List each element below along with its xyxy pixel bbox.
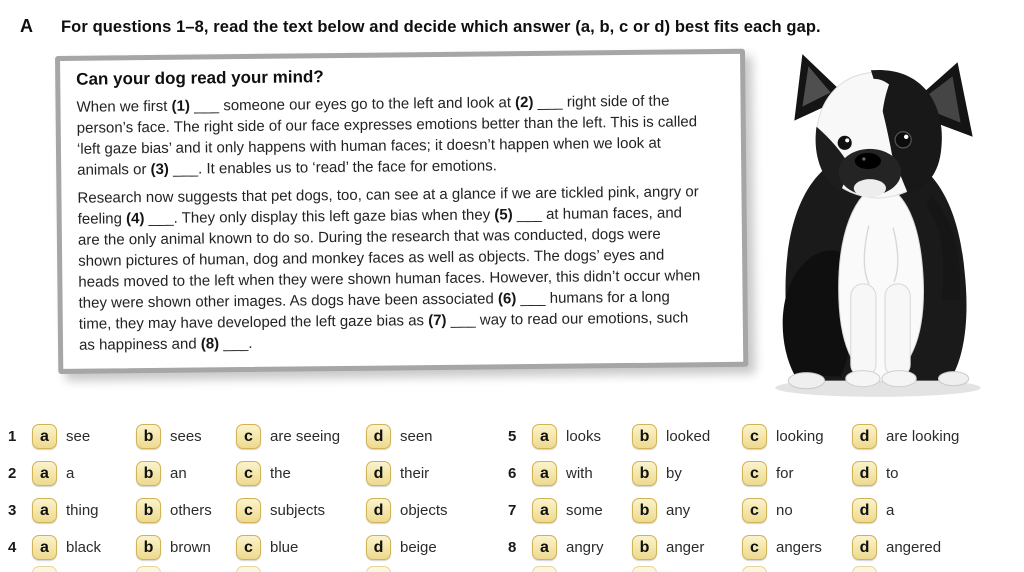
answer-option[interactable] — [236, 535, 366, 560]
option-text: anger — [666, 539, 705, 556]
answer-option[interactable] — [632, 461, 742, 486]
question-number: 1 — [8, 428, 17, 445]
option-letter-badge[interactable]: b — [136, 535, 161, 560]
option-text: subjects — [270, 502, 326, 519]
answers-grid — [8, 418, 1016, 572]
option-letter-badge[interactable]: d — [366, 498, 391, 523]
next-row-cutoff — [508, 566, 1016, 572]
answers-column-left — [8, 418, 508, 572]
question-number: 4 — [8, 539, 17, 556]
option-letter-badge[interactable]: b — [136, 424, 161, 449]
dog-photo — [752, 52, 1014, 404]
passage-title: Can your dog read your mind? — [76, 67, 324, 89]
exercise-header — [20, 16, 1010, 37]
option-letter-badge[interactable]: a — [532, 498, 557, 523]
question-number: 2 — [8, 465, 17, 482]
option-letter-badge[interactable]: a — [32, 461, 57, 486]
answer-option[interactable] — [742, 498, 852, 523]
option-text: some — [566, 502, 603, 519]
option-letter-badge[interactable]: c — [236, 424, 261, 449]
answer-option[interactable] — [366, 535, 508, 560]
answer-option[interactable] — [532, 535, 632, 560]
option-letter-badge — [32, 566, 57, 572]
passage-paragraph-1: When we first (1) ___ someone our eyes go to the left and look at (2) ___ right side of the person’s face. The right side of our face expresses emotions better than the left. This is called ‘left gaze bias’ and it only happens with human faces; it doesn’t happen when we look at animals or (3) ___. It enables us to ‘read’ the face for emotions. — [76, 92, 698, 179]
answer-option[interactable] — [236, 424, 366, 449]
answer-option[interactable] — [32, 535, 136, 560]
option-letter-badge — [632, 566, 657, 572]
option-letter-badge[interactable]: d — [366, 424, 391, 449]
option-letter-badge[interactable]: c — [236, 535, 261, 560]
option-letter-badge[interactable]: b — [632, 424, 657, 449]
question-row — [508, 418, 1016, 455]
option-text: to — [886, 465, 899, 482]
option-text: seen — [400, 428, 433, 445]
question-number: 6 — [508, 465, 517, 482]
exercise-instruction: For questions 1–8, read the text below and decide which answer (a, b, c or d) best fits each gap. — [61, 18, 821, 36]
answer-option[interactable] — [852, 498, 1016, 523]
option-letter-badge[interactable]: d — [852, 461, 877, 486]
option-letter-badge[interactable]: c — [742, 498, 767, 523]
option-letter-badge[interactable]: d — [366, 535, 391, 560]
answer-option[interactable] — [852, 461, 1016, 486]
answer-option[interactable] — [532, 498, 632, 523]
option-text: looks — [566, 428, 602, 445]
option-letter-badge[interactable]: d — [366, 461, 391, 486]
question-number: 3 — [8, 502, 17, 519]
answer-option[interactable] — [532, 424, 632, 449]
option-text: angry — [566, 539, 604, 556]
question-row — [8, 455, 508, 492]
option-letter-badge — [742, 566, 767, 572]
option-letter-badge[interactable]: c — [742, 535, 767, 560]
question-row — [508, 455, 1016, 492]
next-row-cutoff — [8, 566, 508, 572]
passage-paragraph-2: Research now suggests that pet dogs, too, can see at a glance if we are tickled pink, angry or feeling (4) ___. They only display this left gaze bias when they (5) ___ at human faces, and are the only animal known to do so. During the research that was conducted, dogs were shown pictures of human, dog and monkey faces as well as objects. The dogs’ eyes and heads moved to the left when they were shown human faces. However, this didn’t occur when they were shown other images. As dogs have been associated (6) ___ humans for a long time, they may have developed the left gaze bias as (7) ___ way to read our emotions, such as happiness and (8) ___. — [77, 183, 701, 354]
option-text: their — [400, 465, 430, 482]
option-text: a — [66, 465, 75, 482]
question-number: 7 — [508, 502, 517, 519]
option-text: others — [170, 502, 212, 519]
option-letter-badge[interactable]: b — [136, 461, 161, 486]
answer-option[interactable] — [632, 424, 742, 449]
option-text: beige — [400, 539, 437, 556]
section-label: A — [20, 16, 33, 36]
option-letter-badge[interactable]: a — [532, 424, 557, 449]
option-letter-badge[interactable]: a — [32, 535, 57, 560]
option-text: see — [66, 428, 91, 445]
dog-illustration — [752, 52, 1014, 404]
question-row — [508, 529, 1016, 566]
answer-option[interactable] — [366, 498, 508, 523]
option-letter-badge[interactable]: a — [532, 535, 557, 560]
question-row — [8, 529, 508, 566]
option-text: for — [776, 465, 794, 482]
option-letter-badge — [236, 566, 261, 572]
option-text: any — [666, 502, 691, 519]
answer-option[interactable] — [852, 535, 1016, 560]
question-row — [8, 418, 508, 455]
option-text: angers — [776, 539, 822, 556]
option-text: the — [270, 465, 291, 482]
answer-option[interactable] — [366, 424, 508, 449]
answer-option[interactable] — [136, 461, 236, 486]
option-letter-badge[interactable]: c — [236, 461, 261, 486]
answers-column-right — [508, 418, 1016, 572]
answer-option[interactable] — [366, 461, 508, 486]
answer-option[interactable] — [136, 424, 236, 449]
question-number: 8 — [508, 539, 517, 556]
option-letter-badge[interactable]: d — [852, 424, 877, 449]
option-letter-badge[interactable]: d — [852, 498, 877, 523]
option-letter-badge[interactable]: a — [32, 498, 57, 523]
option-letter-badge[interactable]: b — [632, 461, 657, 486]
option-letter-badge[interactable]: b — [632, 535, 657, 560]
answer-option[interactable] — [32, 424, 136, 449]
option-text: a — [886, 502, 895, 519]
answer-option[interactable] — [852, 424, 1016, 449]
answer-option[interactable] — [236, 461, 366, 486]
answer-option[interactable] — [742, 461, 852, 486]
question-row — [8, 492, 508, 529]
answer-option[interactable] — [632, 535, 742, 560]
option-letter-badge[interactable]: c — [742, 424, 767, 449]
option-text: an — [170, 465, 187, 482]
option-text: blue — [270, 539, 299, 556]
answer-option[interactable] — [532, 461, 632, 486]
option-text: with — [566, 465, 593, 482]
option-letter-badge — [366, 566, 391, 572]
option-letter-badge[interactable]: c — [742, 461, 767, 486]
option-text: are looking — [886, 428, 960, 445]
option-letter-badge[interactable]: b — [136, 498, 161, 523]
reading-passage-box — [55, 49, 748, 374]
option-text: looked — [666, 428, 711, 445]
option-text: are seeing — [270, 428, 341, 445]
answer-option[interactable] — [632, 498, 742, 523]
option-letter-badge — [852, 566, 877, 572]
question-number: 5 — [508, 428, 517, 445]
answer-option[interactable] — [742, 535, 852, 560]
answer-option[interactable] — [136, 535, 236, 560]
option-text: objects — [400, 502, 448, 519]
option-text: by — [666, 465, 682, 482]
option-text: thing — [66, 502, 99, 519]
option-text: angered — [886, 539, 942, 556]
option-letter-badge[interactable]: d — [852, 535, 877, 560]
answer-option[interactable] — [136, 498, 236, 523]
answer-option[interactable] — [32, 498, 136, 523]
answer-option[interactable] — [32, 461, 136, 486]
option-text: looking — [776, 428, 824, 445]
option-letter-badge[interactable]: a — [532, 461, 557, 486]
option-letter-badge[interactable]: b — [632, 498, 657, 523]
option-text: black — [66, 539, 102, 556]
option-letter-badge[interactable]: a — [32, 424, 57, 449]
answer-option[interactable] — [236, 498, 366, 523]
option-letter-badge[interactable]: c — [236, 498, 261, 523]
option-letter-badge — [136, 566, 161, 572]
option-text: sees — [170, 428, 202, 445]
option-letter-badge — [532, 566, 557, 572]
option-text: brown — [170, 539, 211, 556]
question-row — [508, 492, 1016, 529]
answer-option[interactable] — [742, 424, 852, 449]
option-text: no — [776, 502, 793, 519]
